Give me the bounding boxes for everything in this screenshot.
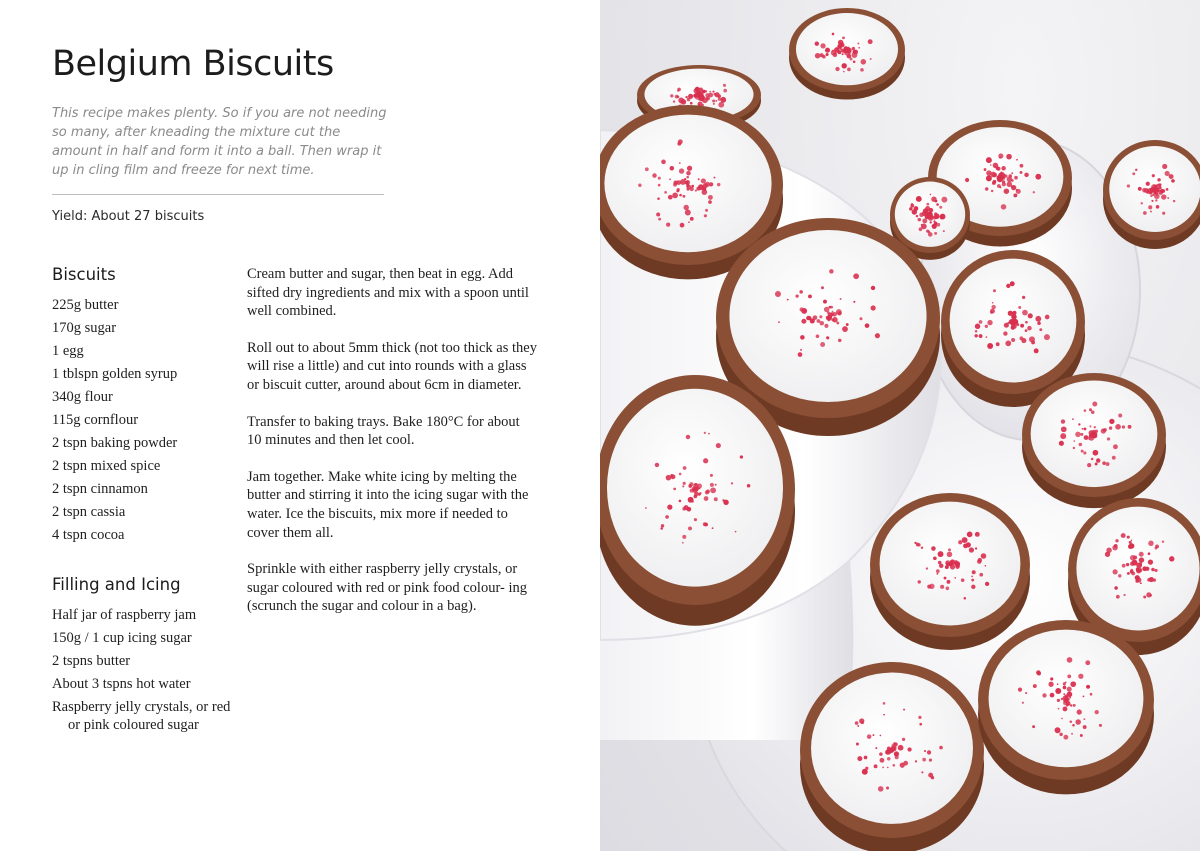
method-section	[247, 265, 537, 634]
ingredient-item: Half jar of raspberry jam	[52, 607, 197, 623]
biscuit	[1103, 140, 1200, 249]
ingredient-item: About 3 tspns hot water	[52, 676, 191, 692]
biscuits-photo	[600, 0, 1200, 851]
method-step: Sprinkle with either raspberry jelly crystals, or sugar coloured with red or pink food colour- ing (scrunch the sugar and colour in a bag).	[247, 561, 527, 615]
ingredient-item: 225g butter	[52, 297, 119, 313]
biscuit	[1022, 373, 1166, 508]
method-step: Jam together. Make white icing by melting the butter and stirring it into the icing sugar with the water. Ice the biscuits, mix more if needed to cover them all.	[247, 468, 529, 541]
biscuit	[978, 620, 1154, 794]
method-step: Roll out to about 5mm thick (not too thick as they will rise a little) and cut into rounds with a glass or biscuit cutter, around about 6cm in diameter.	[247, 339, 537, 393]
biscuit	[789, 8, 905, 100]
biscuit	[800, 662, 984, 851]
divider	[52, 194, 384, 195]
icing-ingredient-list	[52, 606, 232, 734]
biscuit	[870, 493, 1030, 650]
ingredient-item: 340g flour	[52, 389, 113, 405]
ingredient-item: 1 egg	[52, 343, 84, 359]
ingredient-item: 2 tspns butter	[52, 653, 131, 669]
biscuits-heading: Biscuits	[52, 265, 116, 284]
icing-ingredients-section	[52, 575, 232, 739]
ingredient-item: 4 tspn cocoa	[52, 527, 125, 543]
ingredient-item: 1 tblspn golden syrup	[52, 366, 178, 382]
icing-heading: Filling and Icing	[52, 575, 181, 594]
ingredient-item: 170g sugar	[52, 320, 117, 336]
recipe-title: Belgium Biscuits	[52, 44, 334, 84]
ingredient-item: 2 tspn mixed spice	[52, 458, 161, 474]
biscuits-illustration	[600, 0, 1200, 851]
biscuits-ingredients-section	[52, 265, 232, 549]
recipe-yield: Yield: About 27 biscuits	[52, 209, 205, 224]
ingredient-item: Raspberry jelly crystals, or red or pink coloured sugar	[52, 699, 231, 733]
ingredient-item: 2 tspn baking powder	[52, 435, 178, 451]
method-step: Transfer to baking trays. Bake 180°C for about 10 minutes and then let cool.	[247, 413, 520, 449]
ingredient-item: 150g / 1 cup icing sugar	[52, 630, 192, 646]
ingredient-item: 2 tspn cassia	[52, 504, 126, 520]
recipe-intro: This recipe makes plenty. So if you are not needing so many, after kneading the mixture cut the amount in half and form it into a ball. Then wrap it up in cling film and freeze for next time.	[52, 106, 387, 178]
biscuit	[600, 375, 795, 626]
method-step: Cream butter and sugar, then beat in egg. Add sifted dry ingredients and mix with a spoon until well combined.	[247, 266, 529, 320]
ingredient-item: 115g cornflour	[52, 412, 139, 428]
biscuits-ingredient-list	[52, 296, 232, 544]
ingredient-item: 2 tspn cinnamon	[52, 481, 148, 497]
